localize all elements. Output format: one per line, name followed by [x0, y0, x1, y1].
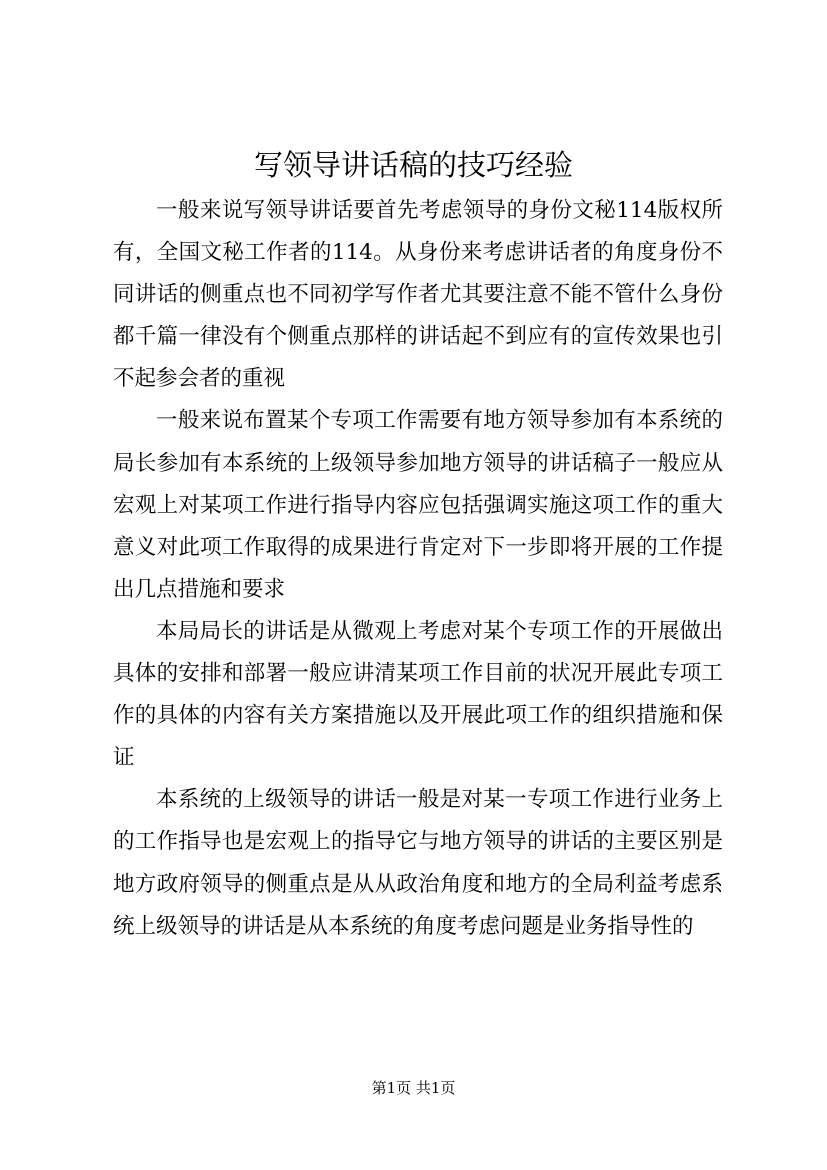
document-body [113, 190, 723, 948]
paragraph-3: 本局局长的讲话是从微观上考虑对某个专项工作的开展做出具体的安排和部署一般应讲清某项工作目前的状况开展此专项工作的具体的内容有关方案措施以及开展此项工作的组织措施和保证 [113, 618, 723, 771]
paragraph-1: 一般来说写领导讲话要首先考虑领导的身份文秘114版权所有，全国文秘工作者的114。从身份来考虑讲话者的角度身份不同讲话的侧重点也不同初学写作者尤其要注意不能不管什么身份都千篇一律没有个侧重点那样的讲话起不到应有的宣传效果也引不起参会者的重视 [113, 198, 723, 392]
page-number-footer: 第1页 共1页 [371, 1079, 456, 1097]
paragraph-2: 一般来说布置某个专项工作需要有地方领导参加有本系统的局长参加有本系统的上级领导参加地方领导的讲话稿子一般应从宏观上对某项工作进行指导内容应包括强调实施这项工作的重大意义对此项工作取得的成果进行肯定对下一步即将开展的工作提出几点措施和要求 [113, 408, 723, 602]
paragraph-4: 本系统的上级领导的讲话一般是对某一专项工作进行业务上的工作指导也是宏观上的指导它与地方领导的讲话的主要区别是地方政府领导的侧重点是从从政治角度和地方的全局利益考虑系统上级领导的讲话是从本系统的角度考虑问题是业务指导性的 [113, 787, 723, 939]
document-title: 写领导讲话稿的技巧经验 [253, 148, 573, 182]
